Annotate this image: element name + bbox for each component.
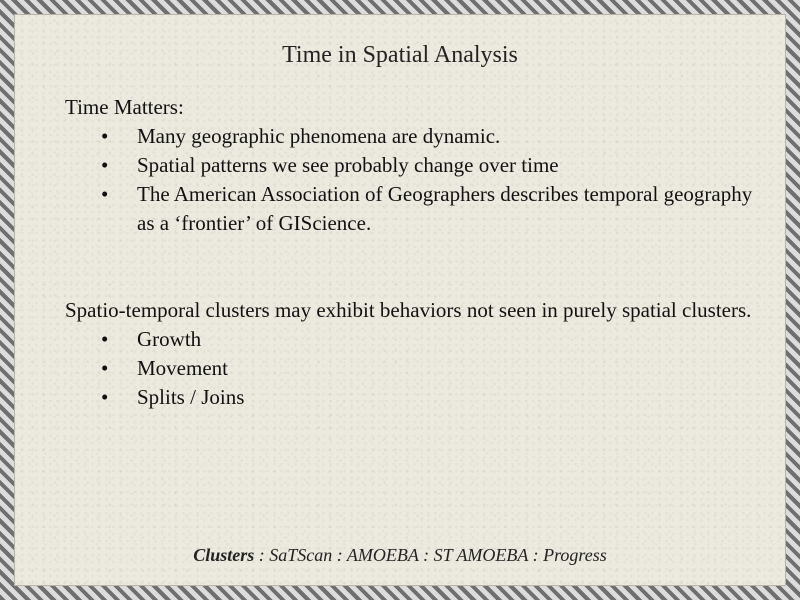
section-spatio-temporal	[65, 296, 755, 412]
bullet-icon: •	[101, 356, 109, 380]
footer-nav-item[interactable]: SaTScan	[269, 545, 333, 565]
footer-nav-item[interactable]: AMOEBA	[346, 545, 419, 565]
bullet-text: Growth	[137, 327, 202, 351]
bullet-item	[65, 325, 755, 354]
bullet-item	[65, 122, 755, 151]
footer-separator: :	[332, 545, 347, 565]
bullet-item	[65, 354, 755, 383]
section-heading: Spatio-temporal clusters may exhibit behaviors not seen in purely spatial clusters.	[65, 298, 752, 322]
footer-nav	[0, 545, 800, 566]
section-heading: Time Matters:	[65, 95, 184, 119]
bullet-text: Splits / Joins	[137, 385, 245, 409]
bullet-text: The American Association of Geographers describes temporal geography as a ‘frontier’ of GIScience.	[137, 182, 753, 235]
bullet-icon: •	[101, 153, 109, 177]
footer-nav-item[interactable]: ST AMOEBA	[433, 545, 529, 565]
bullet-icon: •	[101, 124, 109, 148]
bullet-icon: •	[101, 385, 109, 409]
bullet-icon: •	[101, 182, 109, 206]
bullet-text: Many geographic phenomena are dynamic.	[137, 124, 501, 148]
footer-nav-item[interactable]: Clusters	[193, 545, 255, 565]
footer-separator: :	[418, 545, 434, 565]
bullet-list	[65, 325, 755, 412]
footer-separator: :	[528, 545, 544, 565]
footer-nav-item[interactable]: Progress	[543, 545, 607, 565]
bullet-item	[65, 151, 755, 180]
bullet-list	[65, 122, 755, 238]
bullet-text: Spatial patterns we see probably change over time	[137, 153, 559, 177]
section-time-matters	[65, 93, 755, 238]
bullet-icon: •	[101, 327, 109, 351]
bullet-text: Movement	[137, 356, 228, 380]
bullet-item	[65, 383, 755, 412]
slide-title: Time in Spatial Analysis	[282, 42, 518, 68]
bullet-item	[65, 180, 755, 238]
footer-separator: :	[254, 545, 270, 565]
